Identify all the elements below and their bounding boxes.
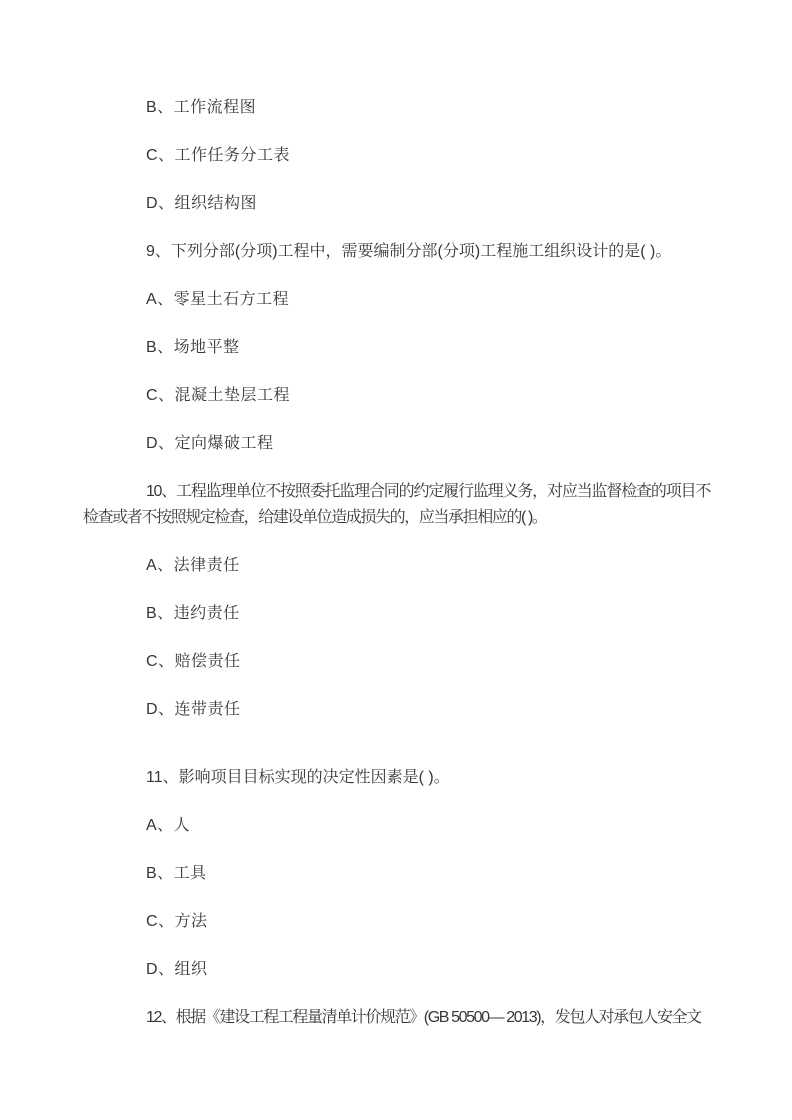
question-9-option-d: D、定向爆破工程 xyxy=(146,435,274,452)
question-9-text: 9、下列分部(分项)工程中，需要编制分部(分项)工程施工组织设计的是( )。 xyxy=(146,243,672,260)
prev-question-option-c: C、工作任务分工表 xyxy=(146,147,291,164)
question-10-option-a: A、法律责任 xyxy=(146,557,240,574)
question-10-text: 10、工程监理单位不按照委托监理合同的约定履行监理义务，对应当监督检查的项目不检查或者不按照规定检查，给建设单位造成损失的，应当承担相应的( )。 xyxy=(83,483,710,526)
question-11-text: 11、影响项目目标实现的决定性因素是( )。 xyxy=(146,769,450,786)
question-9-option-b: B、场地平整 xyxy=(146,339,240,356)
question-11-option-b: B、工具 xyxy=(146,865,207,882)
question-11-option-a: A、人 xyxy=(146,817,191,834)
prev-question-option-d: D、组织结构图 xyxy=(146,195,258,212)
question-10-option-b: B、违约责任 xyxy=(146,605,240,622)
question-10-option-c: C、赔偿责任 xyxy=(146,653,241,670)
question-11-option-d: D、组织 xyxy=(146,961,208,978)
question-9-option-a: A、零星土石方工程 xyxy=(146,291,290,308)
question-9-option-c: C、混凝土垫层工程 xyxy=(146,387,291,404)
question-10-option-d: D、连带责任 xyxy=(146,701,241,718)
question-12-text: 12、根据《建设工程工程量清单计价规范》(GB 50500— 2013)，发包人对承包人安全文 xyxy=(146,1009,701,1026)
question-11-option-c: C、方法 xyxy=(146,913,208,930)
prev-question-option-b: B、工作流程图 xyxy=(146,99,257,116)
